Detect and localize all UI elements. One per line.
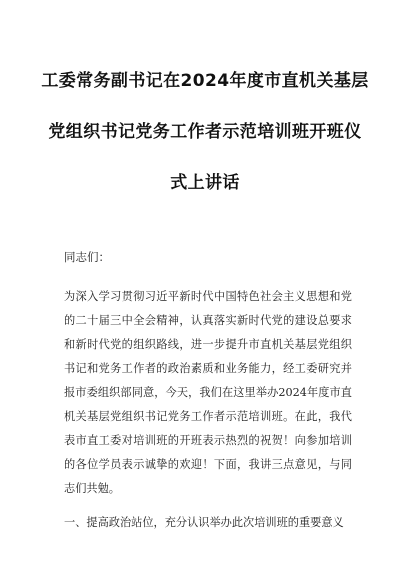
paragraph-line: 和新时代党的组织路线，进一步提升市直机关基层党组织 [64,338,352,351]
title-line-1: 工委常务副书记在2024年度市直机关基层 [41,71,369,91]
paragraph-line: 志们共勉。 [64,482,120,495]
paragraph-line: 为深入学习贯彻习近平新时代中国特色社会主义思想和党 [64,290,352,303]
paragraph-line: 报市委组织部同意，今天，我们在这里举办2024年度市直 [64,386,352,399]
greeting: 同志们： [64,250,110,264]
title-line-2: 党组织书记党务工作者示范培训班开班仪 [48,122,362,142]
paragraph-line: 书记和党务工作者的政治素质和业务能力，经工委研究并 [64,362,352,375]
section-heading: 一、提高政治站位，充分认识举办此次培训班的重要意义 [64,516,344,529]
paragraph-line: 的各位学员表示诚挚的欢迎！下面，我讲三点意见，与同 [64,458,352,471]
paragraph-line: 机关基层党组织书记党务工作者示范培训班。在此，我代 [64,410,352,423]
title-line-3: 式上讲话 [170,173,240,193]
paragraph-line: 表市直工委对培训班的开班表示热烈的祝贺！向参加培训 [64,434,352,447]
paragraph-line: 的二十届三中全会精神，认真落实新时代党的建设总要求 [64,314,352,327]
